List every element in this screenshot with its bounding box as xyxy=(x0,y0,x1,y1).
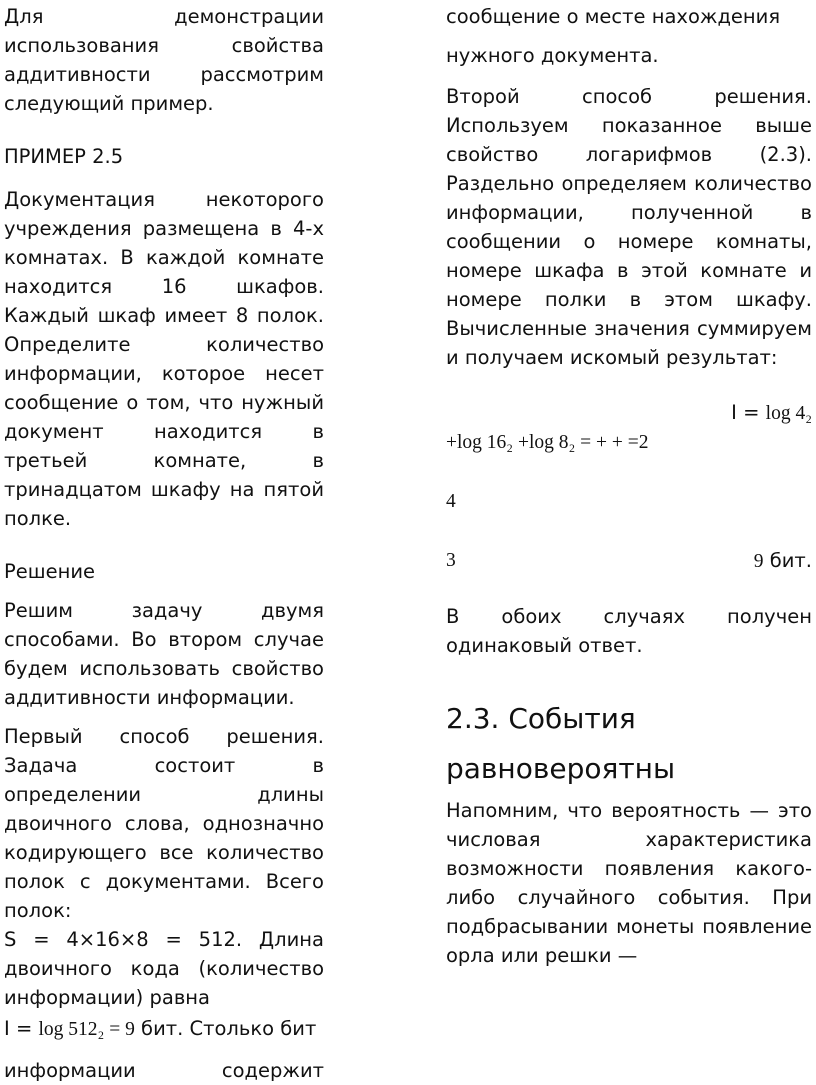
i-formula-suffix: бит. Столько бит xyxy=(134,1017,317,1040)
s-formula-paragraph: S = 4×16×8 = 512. Длина двоичного кода (количество информации) равна xyxy=(4,928,324,1009)
example-paragraph: Документация некоторого учреждения размещена в 4-х комнатах. В каждой комнате находится 16 шкафов. Каждый шкаф имеет 8 полок. Определите количество информации, которое несет сообщение о том, что нужный документ находится в третьей комнате, в тринадцатом шкафу на пятой полке. xyxy=(4,188,324,530)
formula-digit-3: 3 xyxy=(446,550,456,571)
formula-line-2: +log 16₂ +log 8₂ = + + =2 xyxy=(446,432,649,453)
formula-result xyxy=(754,546,812,576)
continuation-line-1: сообщение о месте нахождения xyxy=(446,5,781,28)
i-formula-expression: log 512₂ = 9 xyxy=(38,1019,135,1040)
first-method-paragraph: Первый способ решения. Задача состоит в определении длины двоичного слова, однозначно кодирующего все количество полок с документами. Всего полок: xyxy=(4,725,324,922)
formula-top-expression: log 4₂ xyxy=(765,403,812,424)
last-line-word-b: содержит xyxy=(221,1059,324,1082)
solution-paragraph: Решим задачу двумя способами. Во втором случае будем использовать свойство аддитивности информации. xyxy=(4,599,324,709)
section-heading-line-2: равновероятны xyxy=(446,752,676,785)
second-method-paragraph: Второй способ решения. Используем показанное выше свойство логарифмов (2.3). Раздельно определяем количество информации, полученной в сообщении о номере комнаты, номере шкафа в этой комнате и номере полки в этом шкафу. Вычисленные значения суммируем и получаем искомый результат: xyxy=(446,85,812,369)
left-column xyxy=(4,0,324,1085)
solution-title: Решение xyxy=(4,560,96,583)
intro-paragraph: Для демонстрации использования свойства аддитивности рассмотрим следующий пример. xyxy=(4,5,324,115)
formula-digit-9: 9 xyxy=(753,551,764,572)
right-column xyxy=(446,0,812,970)
formula-top-prefix: I = xyxy=(731,401,766,424)
formula-top-line xyxy=(446,398,812,428)
formula-digit-4: 4 xyxy=(446,491,456,512)
i-formula-prefix: I = xyxy=(4,1017,39,1040)
section-heading-line-1: 2.3. События xyxy=(446,702,636,735)
formula-unit: бит. xyxy=(763,549,812,572)
last-line xyxy=(4,1056,324,1085)
remind-paragraph: Напомним, что вероятность — это числовая характеристика возможности появления какого-либо случайного события. При подбрасывании монеты появление орла или решки — xyxy=(446,799,812,967)
example-title: ПРИМЕР 2.5 xyxy=(4,145,124,168)
last-line-word-a: информации xyxy=(4,1059,136,1082)
continuation-line-2: нужного документа. xyxy=(446,44,659,67)
conclusion-paragraph: В обоих случаях получен одинаковый ответ. xyxy=(446,605,812,657)
i-formula-line xyxy=(4,1014,324,1044)
formula-line-3 xyxy=(446,546,812,576)
